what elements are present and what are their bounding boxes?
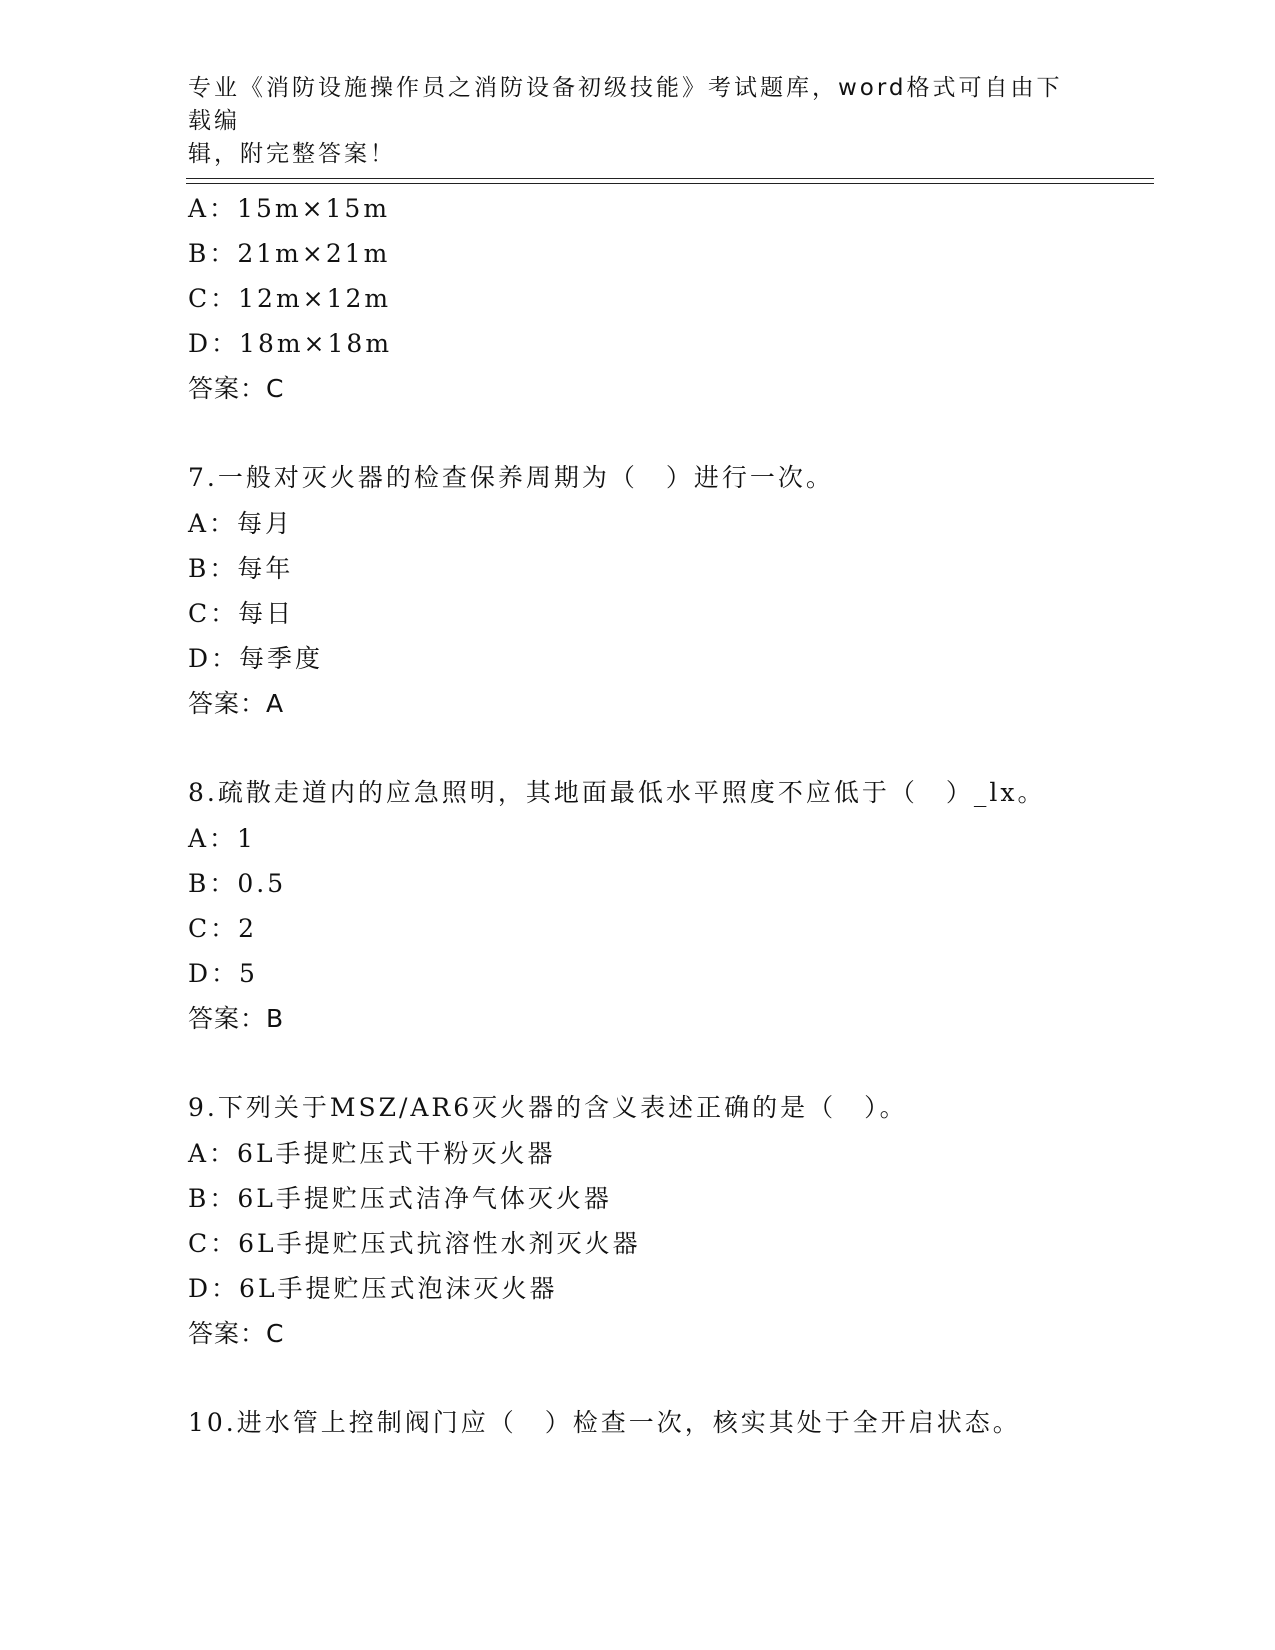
q9-option-a: A：6L手提贮压式干粉灭火器 (188, 1139, 556, 1168)
header-rule-bottom (186, 183, 1154, 184)
q7-question: 7.一般对灭火器的检查保养周期为（ ）进行一次。 (188, 463, 834, 492)
q6-option-d: D：18m×18m (188, 329, 393, 358)
q8-option-a: A：1 (188, 824, 256, 853)
q7-option-c: C：每日 (188, 599, 295, 628)
q6-option-a: A：15m×15m (188, 194, 391, 223)
document-header (188, 72, 1068, 171)
q6-option-c: C：12m×12m (188, 284, 392, 313)
q8-option-c: C：2 (188, 914, 258, 943)
q8-answer: 答案：B (188, 1004, 285, 1033)
q8-question: 8.疏散走道内的应急照明，其地面最低水平照度不应低于（ ）_lx。 (188, 778, 1046, 807)
q6-answer: 答案：C (188, 374, 285, 403)
q9-option-b: B：6L手提贮压式洁净气体灭火器 (188, 1184, 612, 1213)
q10-question: 10.进水管上控制阀门应（ ）检查一次，核实其处于全开启状态。 (188, 1408, 1021, 1437)
q7-answer: 答案：A (188, 689, 285, 718)
q9-question: 9.下列关于MSZ/AR6灭火器的含义表述正确的是（ ）。 (188, 1093, 908, 1122)
header-rule-top (186, 178, 1154, 179)
header-line-1: 专业《消防设施操作员之消防设备初级技能》考试题库，word格式可自由下载编 (188, 75, 1063, 134)
q8-option-b: B：0.5 (188, 869, 287, 898)
q7-option-b: B：每年 (188, 554, 294, 583)
q8-option-d: D：5 (188, 959, 258, 988)
q7-option-a: A：每月 (188, 509, 294, 538)
q7-option-d: D：每季度 (188, 644, 324, 673)
q9-option-d: D：6L手提贮压式泡沫灭火器 (188, 1274, 558, 1303)
q6-option-b: B：21m×21m (188, 239, 391, 268)
header-line-2: 辑，附完整答案！ (188, 141, 396, 167)
q9-answer: 答案：C (188, 1319, 285, 1348)
q9-option-c: C：6L手提贮压式抗溶性水剂灭火器 (188, 1229, 641, 1258)
